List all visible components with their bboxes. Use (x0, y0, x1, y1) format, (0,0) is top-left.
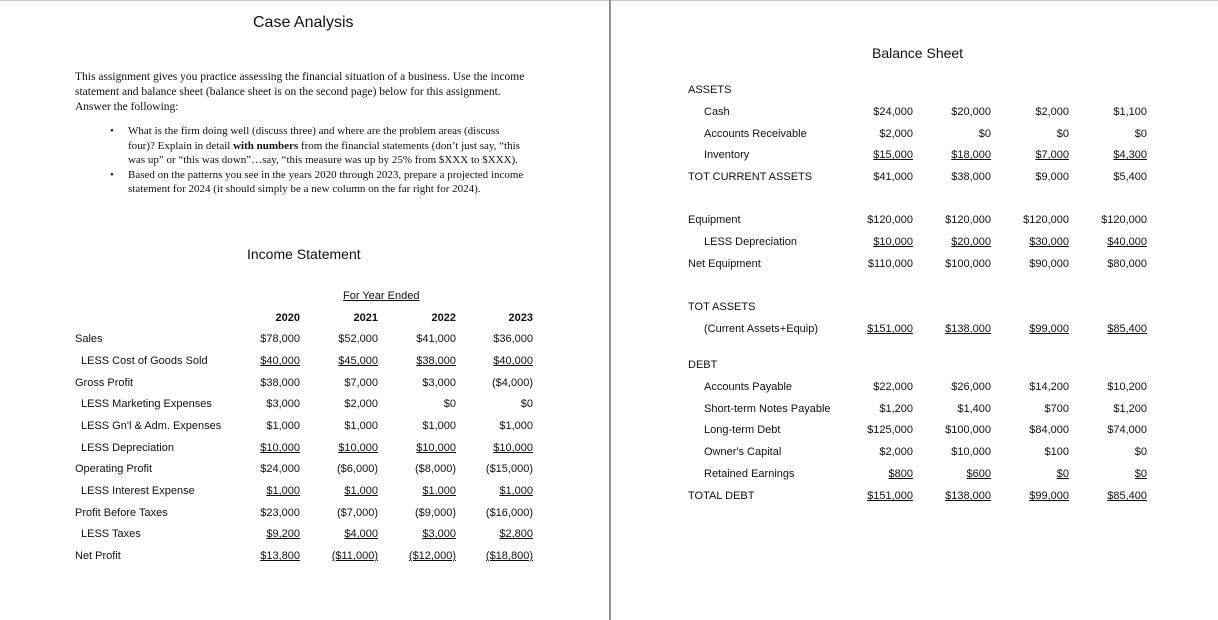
balance-row-label: Retained Earnings (704, 468, 795, 480)
bullet1-text-bold: with numbers (233, 139, 299, 152)
income-value: ($9,000) (415, 507, 456, 519)
period-label: For Year Ended (343, 290, 420, 302)
balance-value: $74,000 (1107, 424, 1147, 436)
assignment-bullets (108, 124, 528, 197)
income-value: $10,000 (493, 442, 533, 454)
balance-value: $138,000 (945, 490, 991, 502)
income-value: $1,000 (499, 420, 533, 432)
balance-row-label: LESS Depreciation (704, 236, 797, 248)
balance-value: $0 (1134, 468, 1147, 480)
income-row-label: LESS Cost of Goods Sold (81, 355, 208, 367)
balance-row-label: TOT CURRENT ASSETS (688, 171, 813, 183)
page-divider (609, 0, 611, 620)
balance-value: $1,200 (1113, 403, 1147, 415)
balance-value: $0 (1056, 468, 1069, 480)
income-value: $24,000 (260, 463, 300, 475)
balance-value: $700 (1044, 403, 1069, 415)
balance-row-label: Inventory (704, 149, 750, 161)
balance-value: $100,000 (945, 424, 991, 436)
income-value: $41,000 (416, 333, 456, 345)
balance-row-label: TOT ASSETS (688, 301, 756, 313)
balance-value: $84,000 (1029, 424, 1069, 436)
balance-value: $120,000 (1023, 214, 1069, 226)
income-value: $4,000 (344, 528, 378, 540)
balance-row-label: Net Equipment (688, 258, 761, 270)
balance-row-label: (Current Assets+Equip) (704, 323, 819, 335)
balance-value: $9,000 (1035, 171, 1069, 183)
income-row-label: LESS Gn'l & Adm. Expenses (81, 420, 222, 432)
income-value: $1,000 (422, 485, 456, 497)
bullet-dot-icon: • (110, 125, 114, 137)
balance-value: $120,000 (1101, 214, 1147, 226)
income-value: $0 (520, 398, 533, 410)
balance-value: $14,200 (1029, 381, 1069, 393)
balance-value: $30,000 (1029, 236, 1069, 248)
balance-value: $85,400 (1107, 490, 1147, 502)
balance-value: $40,000 (1107, 236, 1147, 248)
bullet2-text: Based on the patterns you see in the years 2020 through 2023, prepare a projected income statement for 2024 (it should simply be a new column on the far right for 2024). (128, 168, 524, 195)
income-value: $1,000 (266, 420, 300, 432)
balance-value: $138,000 (945, 323, 991, 335)
balance-value: $2,000 (879, 128, 913, 140)
income-value: $3,000 (422, 528, 456, 540)
income-value: $3,000 (266, 398, 300, 410)
income-value: $45,000 (338, 355, 378, 367)
income-row-label: LESS Depreciation (81, 442, 174, 454)
year-header: 2023 (508, 312, 533, 324)
income-value: $52,000 (338, 333, 378, 345)
balance-value: $151,000 (867, 323, 913, 335)
income-value: ($12,000) (408, 550, 456, 562)
income-value: ($6,000) (337, 463, 378, 475)
income-value: ($11,000) (331, 550, 378, 562)
bullet-item (108, 168, 528, 197)
balance-value: $18,000 (951, 149, 991, 161)
income-value: $1,000 (344, 485, 378, 497)
balance-row-label: Accounts Receivable (704, 128, 807, 140)
income-row-label: Sales (75, 333, 103, 345)
balance-value: $15,000 (873, 149, 913, 161)
balance-value: $10,000 (951, 446, 991, 458)
income-value: $40,000 (493, 355, 533, 367)
balance-value: $0 (1056, 128, 1069, 140)
income-value: $38,000 (416, 355, 456, 367)
balance-value: $38,000 (951, 171, 991, 183)
balance-value: $0 (1134, 128, 1147, 140)
balance-value: $110,000 (867, 258, 913, 270)
income-row-label: LESS Interest Expense (81, 485, 195, 497)
income-value: $40,000 (260, 355, 300, 367)
balance-value: $120,000 (867, 214, 913, 226)
balance-value: $1,200 (879, 403, 913, 415)
balance-row-label: DEBT (688, 359, 718, 371)
income-value: $1,000 (499, 485, 533, 497)
balance-value: $80,000 (1107, 258, 1147, 270)
bullet-dot-icon: • (110, 168, 114, 181)
balance-value: $100,000 (945, 258, 991, 270)
balance-value: $85,400 (1107, 323, 1147, 335)
balance-value: $125,000 (867, 424, 913, 436)
intro-paragraph: This assignment gives you practice assessing the financial situation of a business. Use the income statement and balance sheet (balance sheet is on the second page) below for this assignment. Answer the following: (75, 71, 525, 113)
balance-value: $2,000 (879, 446, 913, 458)
income-value: $3,000 (422, 377, 456, 389)
balance-value: $20,000 (951, 236, 991, 248)
income-row-label: Profit Before Taxes (75, 507, 168, 519)
balance-row-label: Accounts Payable (704, 381, 793, 393)
year-header: 2021 (353, 312, 378, 324)
income-statement-title: Income Statement (247, 246, 361, 262)
balance-row-label: Long-term Debt (704, 424, 781, 436)
income-value: $23,000 (260, 507, 300, 519)
income-value: ($18,800) (485, 550, 533, 562)
balance-value: $0 (978, 128, 991, 140)
income-value: $10,000 (338, 442, 378, 454)
balance-value: $4,300 (1113, 149, 1147, 161)
balance-value: $99,000 (1029, 490, 1069, 502)
balance-row-label: Equipment (688, 214, 741, 226)
income-value: ($8,000) (415, 463, 456, 475)
year-header: 2022 (431, 312, 456, 324)
income-value: ($7,000) (337, 507, 378, 519)
balance-value: $26,000 (951, 381, 991, 393)
balance-value: $10,200 (1107, 381, 1147, 393)
balance-value: $90,000 (1029, 258, 1069, 270)
income-row-label: Gross Profit (75, 377, 134, 389)
balance-value: $1,400 (957, 403, 991, 415)
balance-value: $0 (1134, 446, 1147, 458)
balance-value: $7,000 (1035, 149, 1069, 161)
income-row-label: LESS Taxes (81, 528, 141, 540)
income-value: $10,000 (260, 442, 300, 454)
income-value: $36,000 (493, 333, 533, 345)
year-header: 2020 (275, 312, 300, 324)
balance-value: $22,000 (873, 381, 913, 393)
income-row-label: Operating Profit (75, 463, 153, 475)
income-value: $2,800 (499, 528, 533, 540)
income-value: $38,000 (260, 377, 300, 389)
income-value: $10,000 (416, 442, 456, 454)
balance-value: $600 (966, 468, 991, 480)
income-value: $1,000 (266, 485, 300, 497)
income-value: $2,000 (344, 398, 378, 410)
income-value: ($15,000) (485, 463, 533, 475)
balance-value: $151,000 (867, 490, 913, 502)
bullet-item (108, 124, 528, 168)
bullet1-text-after: from the financial statements (don’t just say, “this was up” or “this was down”…say, “this measure was up by 25% from $XXX to $XXX). (128, 139, 520, 166)
income-value: ($4,000) (492, 377, 533, 389)
balance-value: $120,000 (945, 214, 991, 226)
balance-value: $2,000 (1035, 106, 1069, 118)
income-value: ($16,000) (485, 507, 533, 519)
balance-row-label: ASSETS (688, 84, 732, 96)
balance-value: $1,100 (1113, 106, 1147, 118)
page-title: Case Analysis (253, 14, 354, 31)
balance-value: $41,000 (873, 171, 913, 183)
balance-value: $99,000 (1029, 323, 1069, 335)
income-value: $9,200 (266, 528, 300, 540)
income-value: $1,000 (344, 420, 378, 432)
balance-value: $24,000 (873, 106, 913, 118)
balance-row-label: Short-term Notes Payable (704, 403, 831, 415)
balance-row-label: Owner's Capital (704, 446, 782, 458)
balance-row-label: TOTAL DEBT (688, 490, 755, 502)
income-value: $1,000 (422, 420, 456, 432)
balance-value: $10,000 (873, 236, 913, 248)
balance-value: $800 (888, 468, 913, 480)
income-value: $78,000 (260, 333, 300, 345)
balance-row-label: Cash (704, 106, 730, 118)
income-row-label: Net Profit (75, 550, 121, 562)
balance-value: $5,400 (1113, 171, 1147, 183)
income-row-label: LESS Marketing Expenses (81, 398, 212, 410)
balance-sheet-title: Balance Sheet (872, 45, 964, 61)
balance-value: $20,000 (951, 106, 991, 118)
balance-value: $100 (1044, 446, 1069, 458)
income-value: $0 (443, 398, 456, 410)
income-value: $7,000 (344, 377, 378, 389)
income-value: $13,800 (260, 550, 300, 562)
bullet1-text-before: What is the firm doing well (discuss three) and where are the problem areas (discuss four)? Explain in detail (128, 125, 500, 152)
